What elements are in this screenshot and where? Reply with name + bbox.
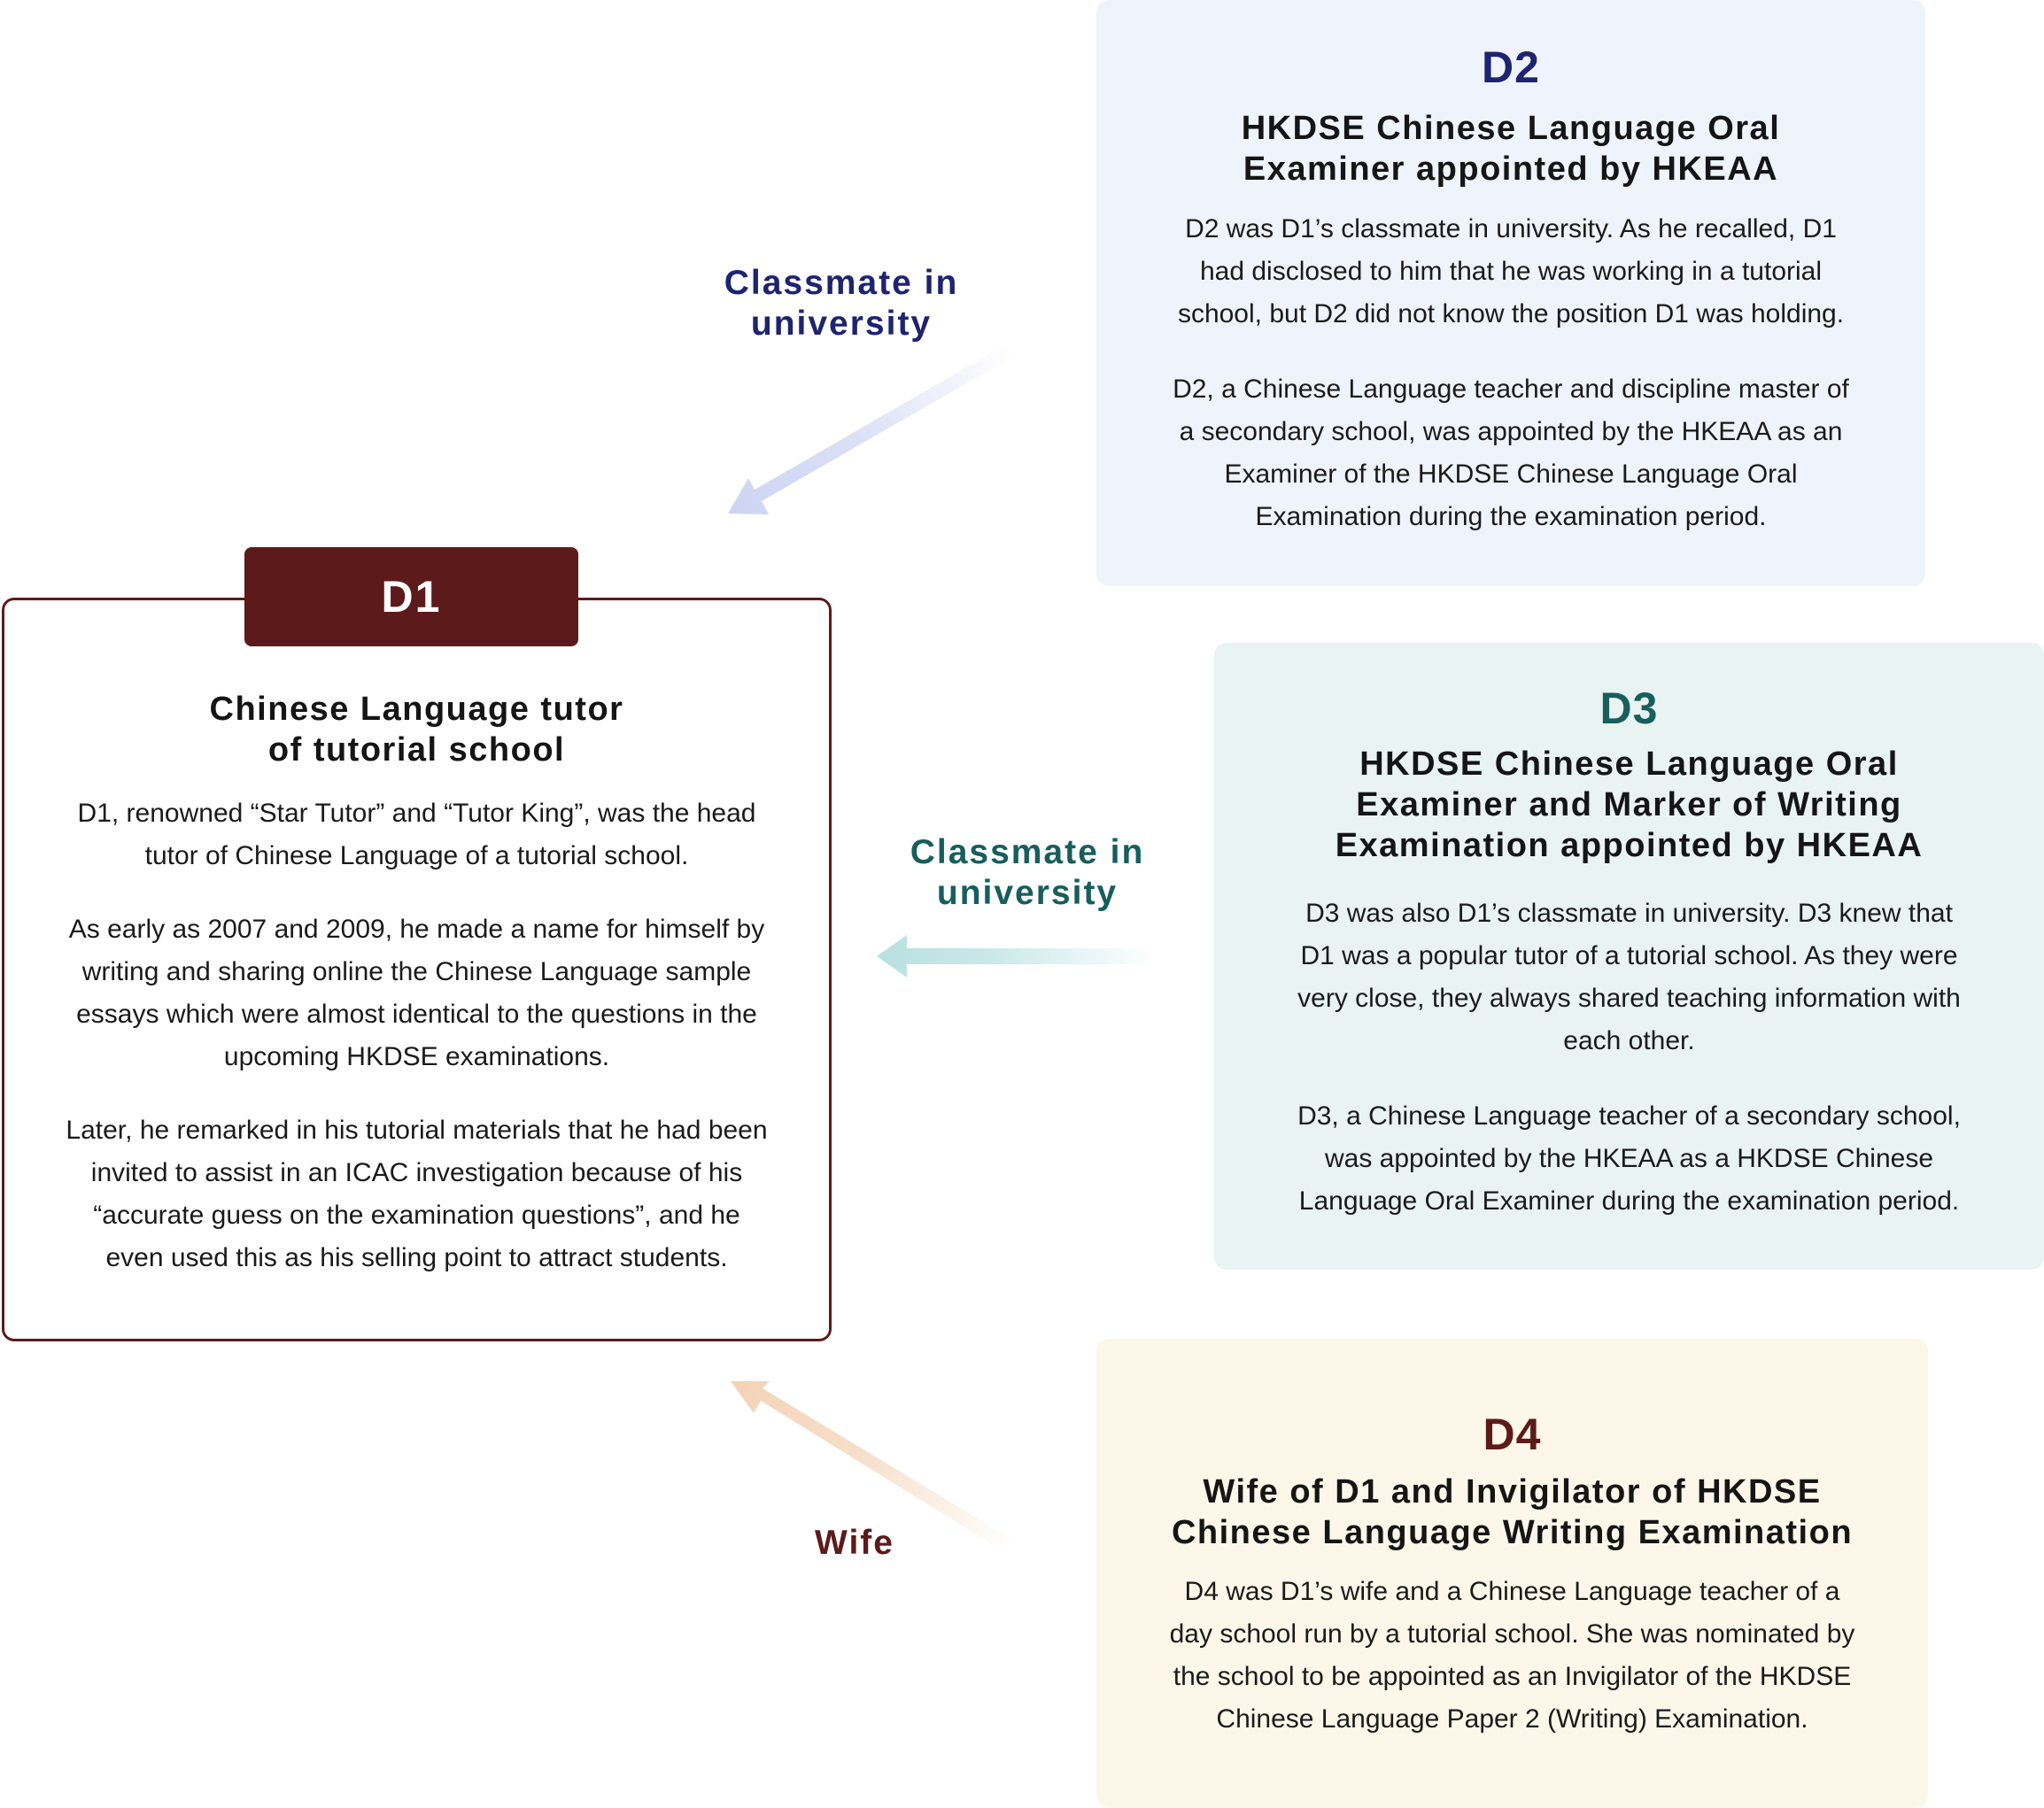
d2-title — [1096, 108, 1925, 189]
d1-paragraph-3 — [35, 1109, 798, 1279]
d4-p1-line: day school run by a tutorial school. She was nominated by — [1169, 1619, 1855, 1649]
d4-relationship-label — [779, 1523, 930, 1564]
d1-p3-line: even used this as his selling point to attract students. — [105, 1243, 728, 1272]
d3-p1-line: D1 was a popular tutor of a tutorial school. As they were — [1300, 941, 1958, 970]
d1-p3-line: “accurate guess on the examination questions”, and he — [93, 1201, 740, 1230]
d1-p3-line: Later, he remarked in his tutorial materials that he had been — [66, 1116, 768, 1145]
d3-p1-line: very close, they always shared teaching information with — [1297, 984, 1961, 1013]
d4-code: D4 — [1483, 1410, 1542, 1459]
d2-p1-line: school, but D2 did not know the position D1 was holding. — [1177, 299, 1845, 328]
d2-p1-line: had disclosed to him that he was working in a tutorial — [1199, 257, 1823, 286]
d3-description — [1214, 892, 2044, 1223]
d4-p1-line: Chinese Language Paper 2 (Writing) Examination. — [1216, 1704, 1808, 1734]
d2-title-line1: HKDSE Chinese Language Oral — [1241, 110, 1781, 147]
d2-card — [1096, 0, 1925, 586]
d3-code: D3 — [1599, 684, 1659, 733]
d1-p2-line: As early as 2007 and 2009, he made a name for himself by — [68, 915, 765, 944]
d1-paragraph-2 — [35, 908, 798, 1078]
d1-p2-line: writing and sharing online the Chinese Language sample — [81, 957, 752, 986]
d2-relationship-label — [691, 263, 992, 344]
d3-paragraph-1 — [1214, 892, 2044, 1062]
d2-title-line2: Examiner appointed by HKEAA — [1243, 151, 1779, 188]
d2-arrow — [728, 344, 1014, 514]
d4-title — [1096, 1472, 1928, 1553]
d1-description — [35, 792, 798, 1310]
d3-p1-line: D3 was also D1’s classmate in university. D3 knew that — [1305, 899, 1953, 928]
d2-relationship-line2: university — [750, 305, 933, 343]
d4-card — [1096, 1339, 1928, 1808]
d2-p1-line: D2 was D1’s classmate in university. As he recalled, D1 — [1185, 214, 1837, 243]
d1-title — [2, 689, 832, 770]
d2-p2-line: a secondary school, was appointed by the HKEAA as an — [1179, 417, 1843, 446]
d3-title-line3: Examination appointed by HKEAA — [1335, 827, 1924, 864]
d4-p1-line: D4 was D1’s wife and a Chinese Language teacher of a — [1184, 1577, 1840, 1606]
d4-title-line1: Wife of D1 and Invigilator of HKDSE — [1203, 1473, 1822, 1511]
d2-code: D2 — [1482, 42, 1540, 92]
d4-description — [1096, 1571, 1928, 1741]
d1-p1-line: tutor of Chinese Language of a tutorial school. — [144, 841, 689, 870]
d1-title-line1: Chinese Language tutor — [209, 691, 624, 728]
d1-p1-line: D1, renowned “Star Tutor” and “Tutor King”, was the head — [77, 799, 756, 828]
d1-p3-line: invited to assist in an ICAC investigation because of his — [90, 1158, 743, 1187]
d2-description — [1096, 208, 1925, 538]
d4-p1-line: the school to be appointed as an Invigilator of the HKDSE — [1173, 1662, 1852, 1691]
d1-p2-line: essays which were almost identical to the questions in the — [76, 1000, 757, 1029]
d3-arrow — [877, 935, 1156, 977]
d2-paragraph-1 — [1096, 208, 1925, 336]
d3-relationship-label — [877, 832, 1178, 914]
d1-paragraph-1 — [35, 792, 798, 877]
d3-p2-line: D3, a Chinese Language teacher of a secondary school, — [1297, 1101, 1961, 1131]
d2-relationship-line1: Classmate in — [724, 264, 959, 302]
d3-title-line1: HKDSE Chinese Language Oral — [1359, 746, 1899, 783]
d3-card — [1214, 643, 2044, 1270]
d4-relationship-text: Wife — [815, 1524, 894, 1562]
d3-relationship-line2: university — [936, 874, 1119, 912]
d2-paragraph-2 — [1096, 368, 1925, 538]
d1-p2-line: upcoming HKDSE examinations. — [223, 1042, 610, 1071]
d1-title-line2: of tutorial school — [267, 731, 566, 769]
d1-code-tab: D1 — [244, 547, 578, 646]
d3-title-line2: Examiner and Marker of Writing — [1356, 786, 1902, 823]
d3-relationship-line1: Classmate in — [910, 833, 1145, 871]
d3-paragraph-2 — [1214, 1095, 2044, 1223]
d4-title-line2: Chinese Language Writing Examination — [1171, 1514, 1854, 1551]
d3-title — [1214, 744, 2044, 866]
d3-p2-line: was appointed by the HKEAA as a HKDSE Chinese — [1324, 1144, 1934, 1173]
d2-p2-line: D2, a Chinese Language teacher and discipline master of — [1173, 375, 1849, 404]
d3-p2-line: Language Oral Examiner during the examination period. — [1298, 1186, 1960, 1216]
d2-p2-line: Examination during the examination period. — [1255, 502, 1767, 531]
d3-p1-line: each other. — [1563, 1026, 1695, 1055]
d2-p2-line: Examiner of the HKDSE Chinese Language Oral — [1224, 460, 1798, 489]
d4-paragraph-1 — [1096, 1571, 1928, 1741]
